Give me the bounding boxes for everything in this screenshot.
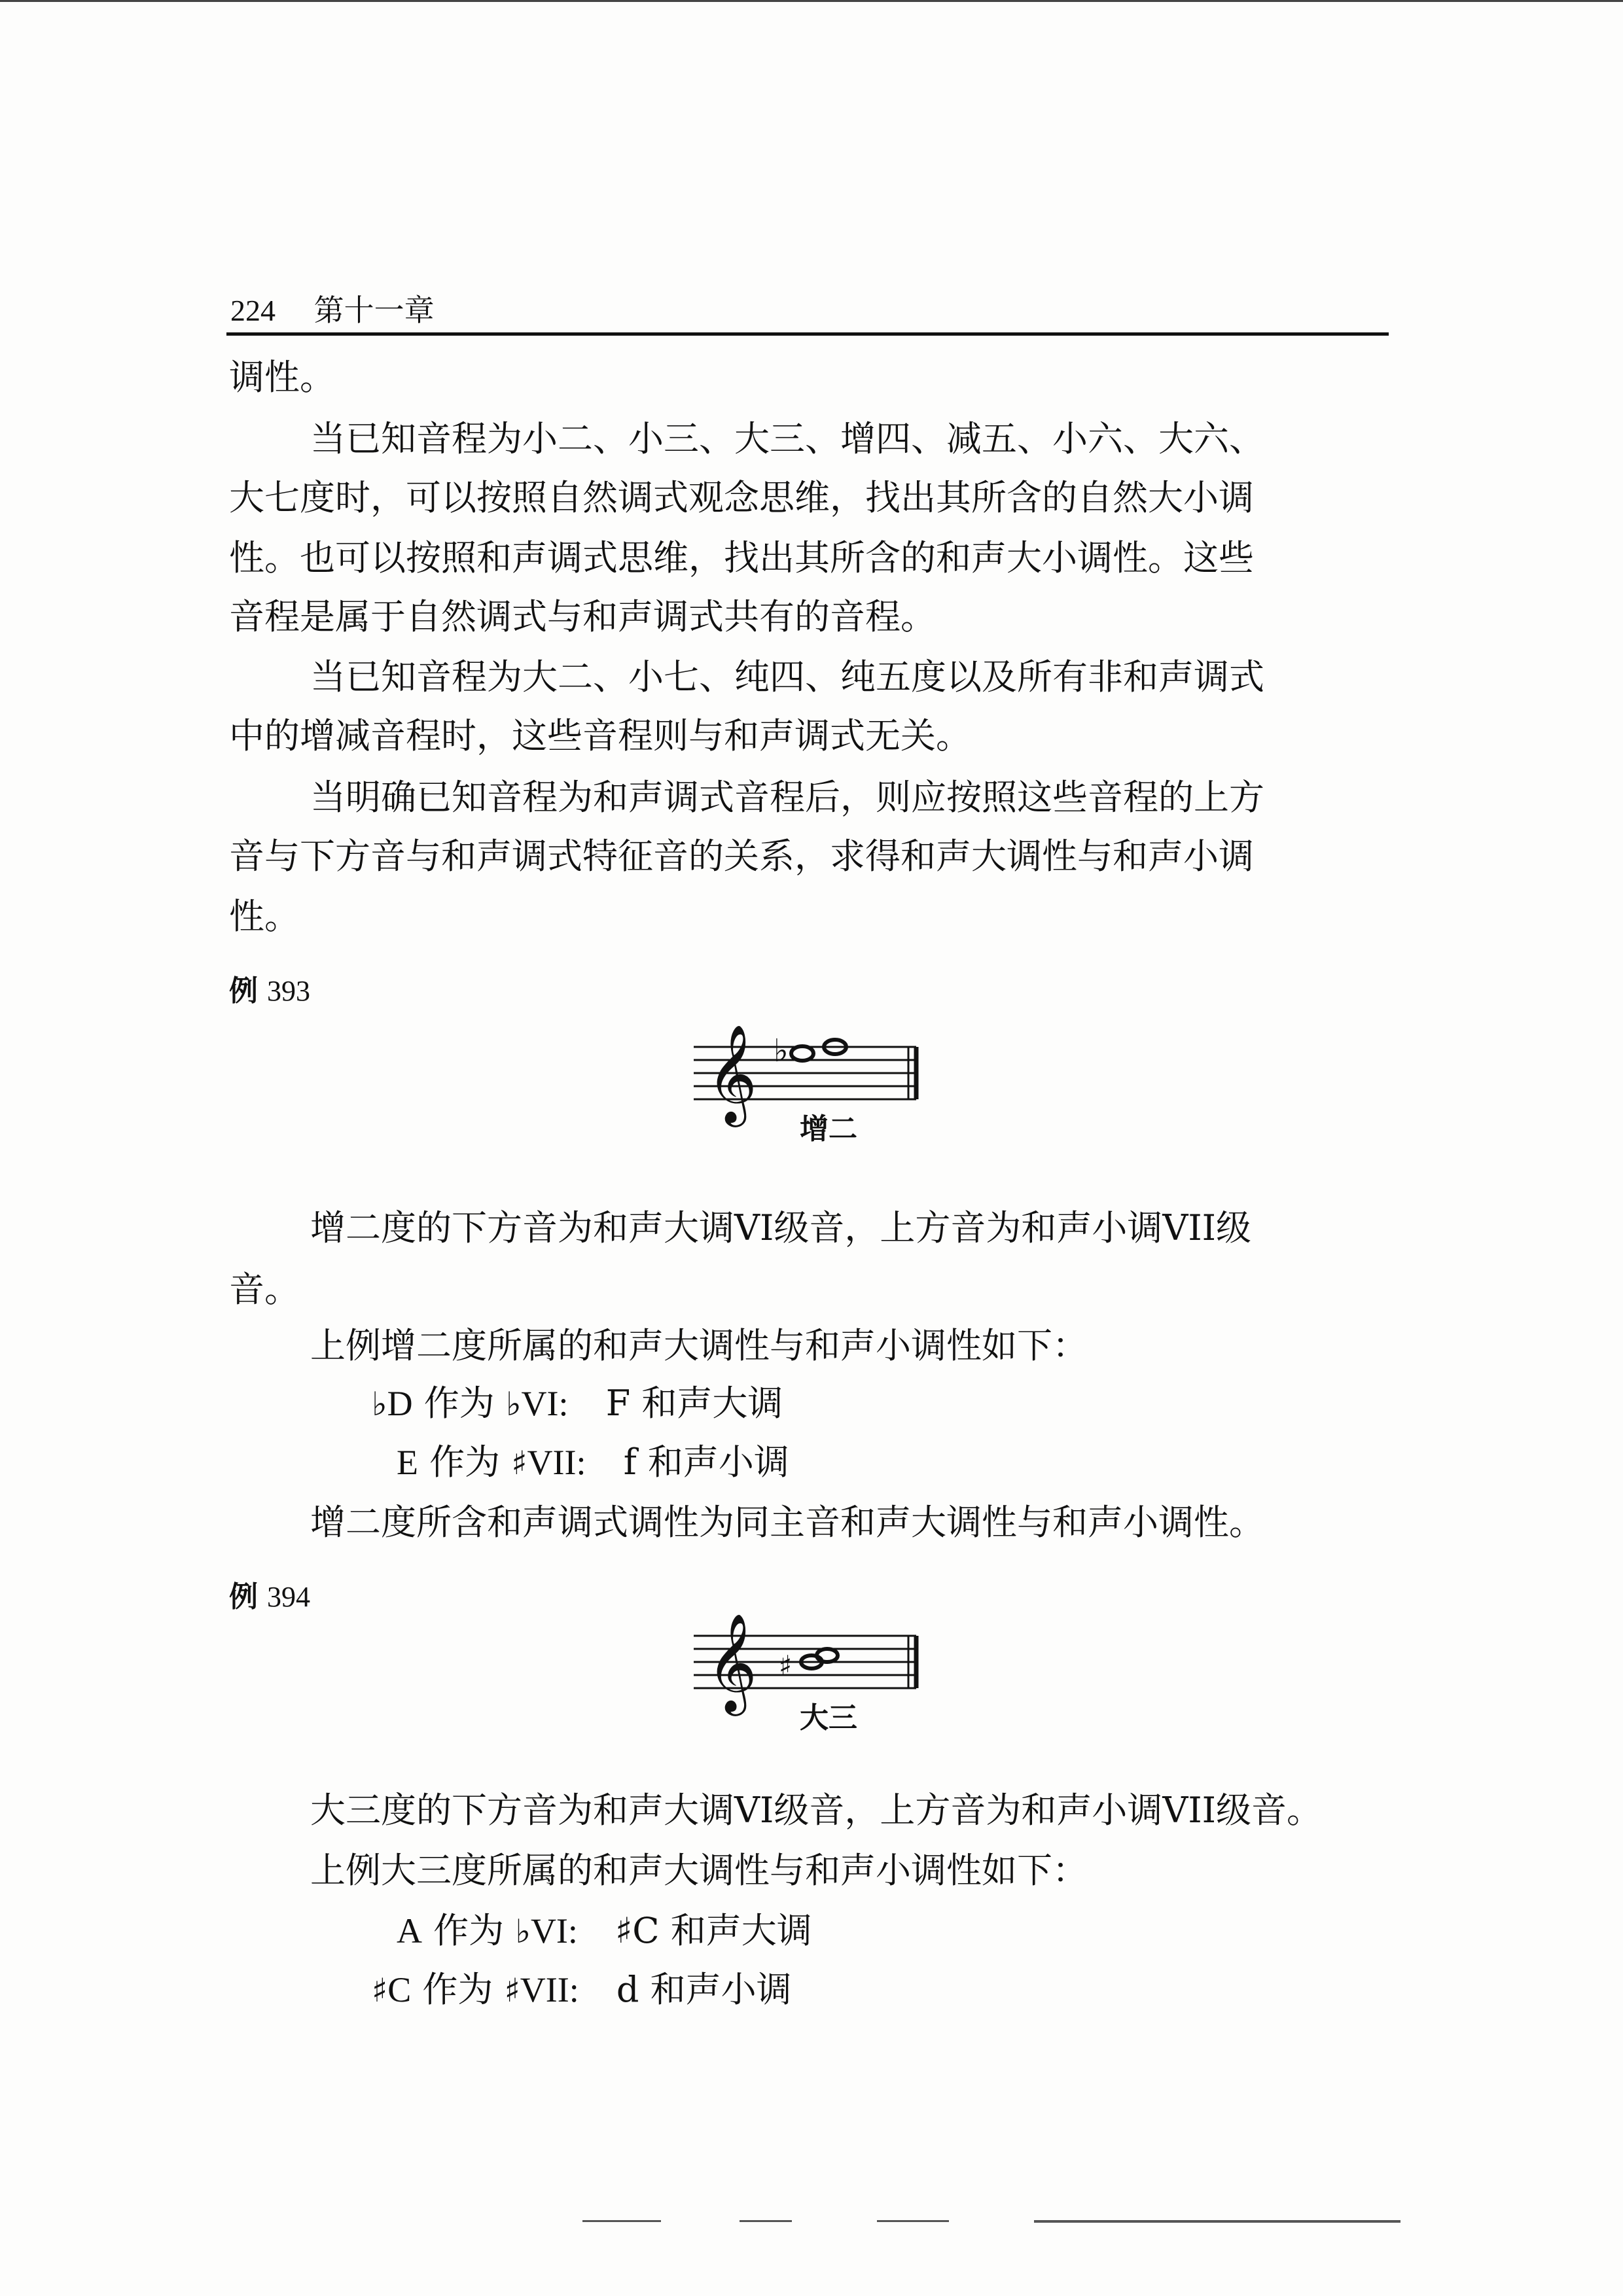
- example-label: 例 394: [229, 1580, 310, 1614]
- chapter-title: 第十一章: [313, 292, 435, 328]
- paragraph-line: 增二度所含和声调式调性为同主音和声大调性与和声小调性。: [310, 1502, 1264, 1543]
- paragraph-line: 性。: [229, 896, 300, 937]
- key-row: A 作为 ♭VI: ♯C 和声大调: [397, 1910, 812, 1951]
- interval-label: 增二: [800, 1112, 857, 1145]
- treble-clef-icon: 𝄞: [707, 1612, 757, 1712]
- paragraph-line: 当明确已知音程为和声调式音程后，则应按照这些音程的上方: [310, 777, 1264, 818]
- paragraph-line: 中的增减音程时，这些音程则与和声调式无关。: [229, 715, 971, 756]
- sharp-icon: ♯: [779, 1650, 793, 1682]
- paragraph-line: 上例增二度所属的和声大调性与和声小调性如下：: [310, 1325, 1088, 1366]
- key-row: ♯C 作为 ♯VII: d 和声小调: [372, 1969, 792, 2010]
- key-row: ♭D 作为 ♭VI: F 和声大调: [372, 1383, 783, 1424]
- paragraph-line: 音与下方音与和声调式特征音的关系，求得和声大调性与和声小调: [229, 836, 1254, 877]
- music-staff-example-394: [687, 1610, 936, 1734]
- scan-artifact: [582, 2220, 661, 2222]
- paragraph-line: 调性。: [229, 357, 335, 398]
- flat-icon: ♭: [774, 1033, 789, 1069]
- scan-artifact: [740, 2220, 792, 2222]
- scan-artifact: [877, 2220, 949, 2222]
- example-number: 393: [267, 975, 310, 1007]
- paragraph-line: 当已知音程为大二、小七、纯四、纯五度以及所有非和声调式: [310, 656, 1264, 698]
- flat-icon: ♭: [372, 1385, 387, 1423]
- music-staff-example-393: [687, 1021, 936, 1145]
- key-row: E 作为 ♯VII: f 和声小调: [397, 1441, 789, 1483]
- paragraph-line: 音。: [229, 1269, 300, 1310]
- paragraph-line: 大三度的下方音为和声大调VI级音，上方音为和声小调VII级音。: [310, 1790, 1322, 1831]
- paragraph-line: 性。也可以按照和声调式思维，找出其所含的和声大小调性。这些: [229, 537, 1254, 578]
- interval-label: 大三: [800, 1701, 857, 1734]
- treble-clef-icon: 𝄞: [707, 1023, 757, 1123]
- example-label: 例 393: [229, 974, 310, 1008]
- paragraph-line: 大七度时，可以按照自然调式观念思维，找出其所含的自然大小调: [229, 477, 1254, 518]
- paragraph-line: 当已知音程为小二、小三、大三、增四、减五、小六、大六、: [310, 418, 1264, 459]
- sharp-icon: ♯: [372, 1971, 388, 2009]
- page-number: 224: [230, 294, 276, 327]
- sharp-icon: ♯: [504, 1971, 520, 2009]
- header-rule: [226, 332, 1389, 336]
- scan-artifact: [1034, 2220, 1400, 2223]
- paragraph-line: 增二度的下方音为和声大调VI级音，上方音为和声小调VII级: [310, 1207, 1251, 1248]
- sharp-icon: ♯: [511, 1444, 527, 1482]
- paragraph-line: 音程是属于自然调式与和声调式共有的音程。: [229, 596, 936, 637]
- whole-note: [791, 1046, 813, 1061]
- whole-note: [817, 1649, 838, 1662]
- paragraph-line: 上例大三度所属的和声大调性与和声小调性如下：: [310, 1850, 1088, 1891]
- flat-icon: ♭: [505, 1385, 522, 1423]
- example-number: 394: [267, 1581, 310, 1613]
- top-border: [0, 0, 1623, 2]
- page-header: [230, 287, 435, 330]
- flat-icon: ♭: [515, 1913, 531, 1951]
